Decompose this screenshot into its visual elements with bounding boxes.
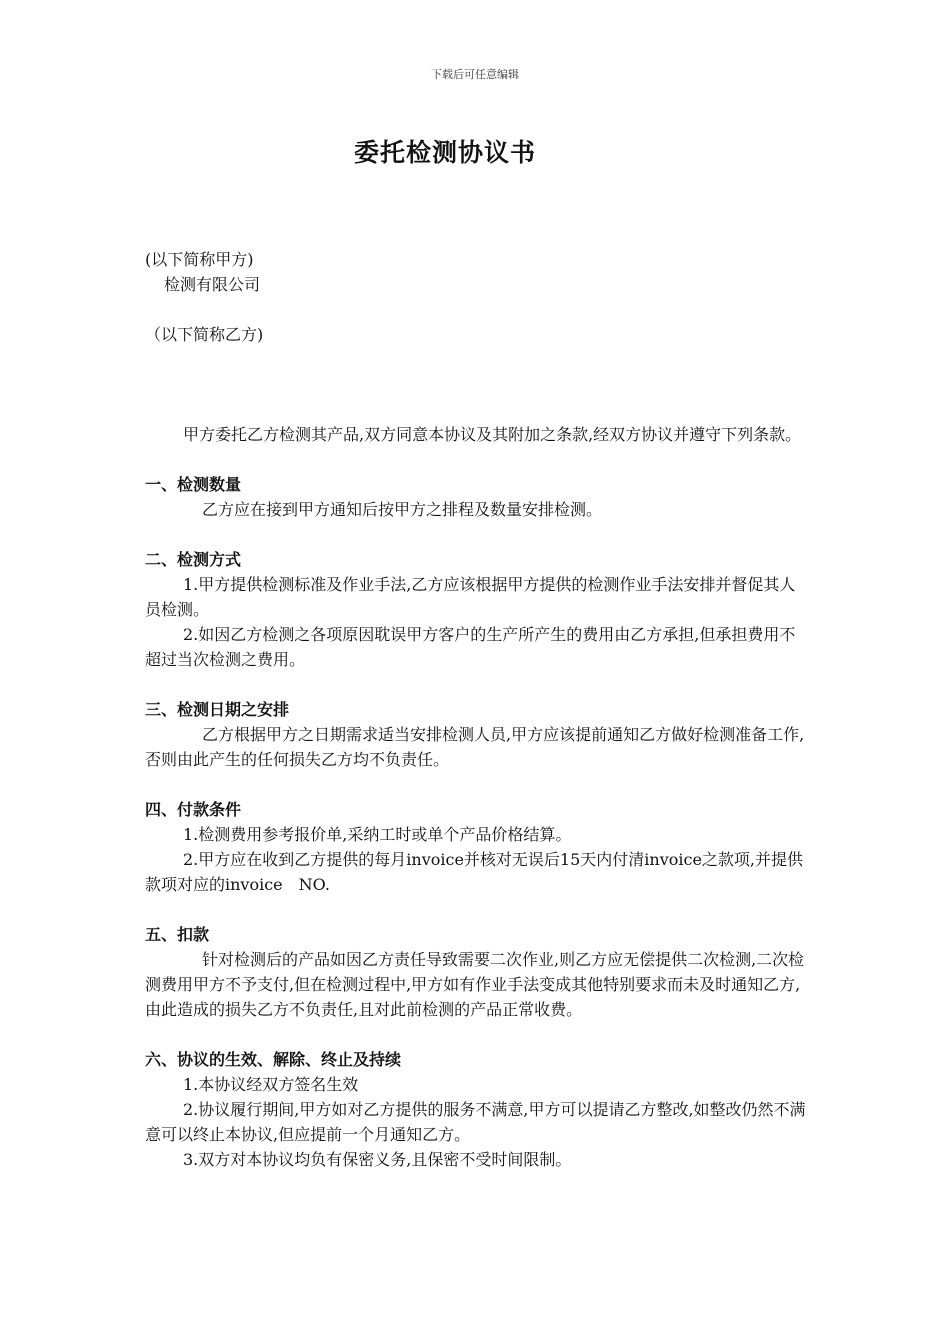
agreement-body xyxy=(145,422,810,1172)
section-payment xyxy=(145,797,810,897)
section-paragraph: 2.如因乙方检测之各项原因耽误甲方客户的生产所产生的费用由乙方承担,但承担费用不超过当次检测之费用。 xyxy=(145,625,796,669)
party-b-line: （以下简称乙方) xyxy=(145,325,264,344)
section-heading: 五、扣款 xyxy=(145,925,210,944)
section-schedule xyxy=(145,697,810,772)
section-heading: 二、检测方式 xyxy=(145,550,242,569)
section-paragraph: 1.检测费用参考报价单,采纳工时或单个产品价格结算。 xyxy=(183,825,572,844)
section-method xyxy=(145,547,810,672)
document-title: 委托检测协议书 xyxy=(353,138,536,167)
section-paragraph: 针对检测后的产品如因乙方责任导致需要二次作业,则乙方应无偿提供二次检测,二次检测费用甲方不予支付,但在检测过程中,甲方如有作业手法变成其他特别要求而未及时通知乙方,由此造成的损失乙方不负责任,且对此前检测的产品正常收费。 xyxy=(145,950,805,1019)
header-note: 下载后可任意编辑 xyxy=(431,68,519,81)
section-deduction xyxy=(145,922,810,1022)
section-heading: 四、付款条件 xyxy=(145,800,242,819)
section-quantity xyxy=(145,472,810,522)
section-paragraph: 1.甲方提供检测标准及作业手法,乙方应该根据甲方提供的检测作业手法安排并督促其人员检测。 xyxy=(145,575,796,619)
section-paragraph: 3.双方对本协议均负有保密义务,且保密不受时间限制。 xyxy=(183,1150,572,1169)
party-a-line: (以下简称甲方) xyxy=(145,250,254,269)
section-heading: 一、检测数量 xyxy=(145,475,242,494)
section-effectiveness xyxy=(145,1047,810,1172)
party-b-company-line: 检测有限公司 xyxy=(164,275,261,294)
parties-block xyxy=(145,247,810,347)
section-paragraph: 乙方根据甲方之日期需求适当安排检测人员,甲方应该提前通知乙方做好检测准备工作,否则由此产生的任何损失乙方均不负责任。 xyxy=(145,725,805,769)
section-paragraph: 2.协议履行期间,甲方如对乙方提供的服务不满意,甲方可以提请乙方整改,如整改仍然不满意可以终止本协议,但应提前一个月通知乙方。 xyxy=(145,1100,806,1144)
section-paragraph: 乙方应在接到甲方通知后按甲方之排程及数量安排检测。 xyxy=(202,500,603,519)
intro-paragraph: 甲方委托乙方检测其产品,双方同意本协议及其附加之条款,经双方协议并遵守下列条款。 xyxy=(183,425,802,444)
section-heading: 三、检测日期之安排 xyxy=(145,700,290,719)
blank-line xyxy=(145,297,810,322)
section-heading: 六、协议的生效、解除、终止及持续 xyxy=(145,1050,402,1069)
section-paragraph: 2.甲方应在收到乙方提供的每月invoice并核对无误后15天内付清invoice之款项,并提供款项对应的invoice NO. xyxy=(145,850,803,894)
section-paragraph: 1.本协议经双方签名生效 xyxy=(183,1075,359,1094)
